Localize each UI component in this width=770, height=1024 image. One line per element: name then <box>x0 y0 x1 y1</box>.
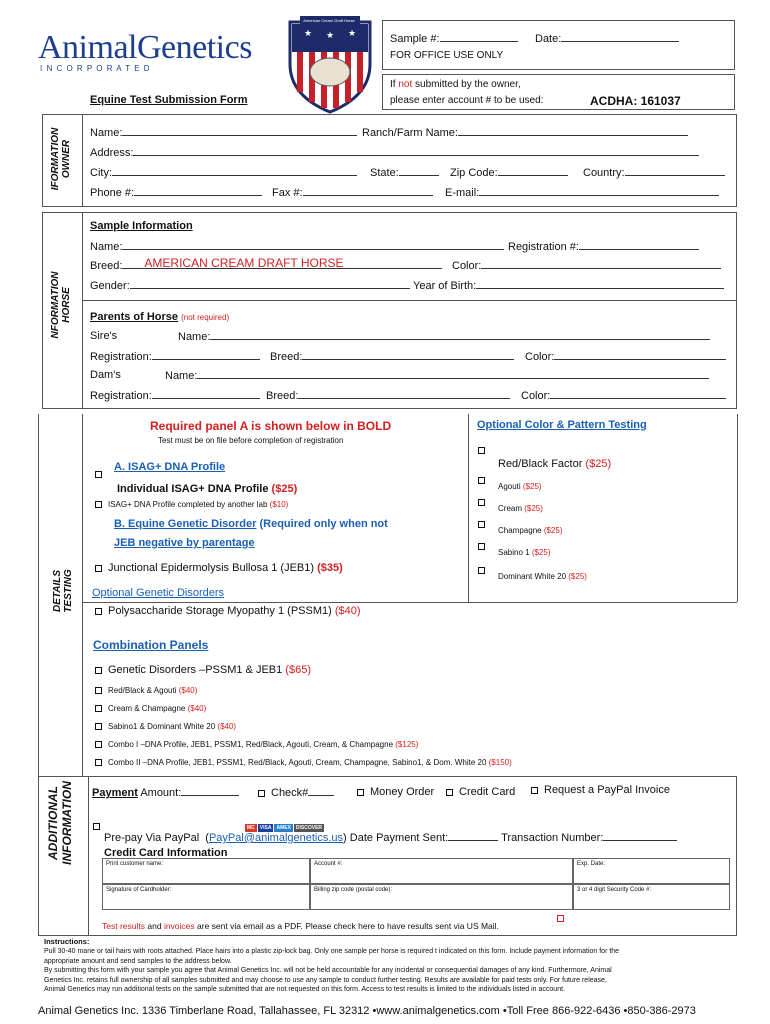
money-order-option[interactable]: Money Order <box>357 786 434 798</box>
crest-emblem <box>282 14 378 114</box>
payment-section-label: ADDITIONAL INFORMATION <box>46 781 74 865</box>
dam-registration-field[interactable]: Registration: <box>90 389 260 402</box>
svg-text:★: ★ <box>326 30 335 40</box>
combo-label: Sabino1 & Dominant White 20 <box>108 722 218 731</box>
color-test-checkbox[interactable] <box>478 518 491 530</box>
payment-amount-field[interactable] <box>181 786 239 796</box>
instruction-line: Genetics Inc. retains full ownership of all samples submitted and may choose to use any sample to conduct further testing. Results are available for paid tests only. For future release, <box>44 976 607 984</box>
office-use-label: FOR OFFICE USE ONLY <box>390 50 504 61</box>
combo-label: Cream & Champagne <box>108 704 188 713</box>
color-test-label: Champagne <box>498 526 544 535</box>
combo-price: ($125) <box>395 740 419 749</box>
combo-label: Red/Black & Agouti <box>108 686 179 695</box>
panel-b-subtitle: JEB negative by parentage <box>114 537 255 549</box>
checkbox[interactable] <box>478 477 485 484</box>
zip-field[interactable]: Zip Code: <box>450 166 568 179</box>
horse-name-field[interactable]: Name: <box>90 240 504 253</box>
year-of-birth-field[interactable]: Year of Birth: <box>413 279 724 292</box>
office-use-box <box>382 20 735 70</box>
color-test-price: ($25) <box>524 504 543 513</box>
sample-info-title: Sample Information <box>90 220 193 232</box>
fax-field[interactable]: Fax #: <box>272 186 433 199</box>
color-test-option[interactable] <box>498 572 587 581</box>
combo-price: ($150) <box>488 758 512 767</box>
color-test-price: ($25) <box>543 526 563 535</box>
combo-option[interactable] <box>95 758 512 767</box>
color-test-price: ($25) <box>585 458 612 470</box>
owner-note-line2: please enter account # to be used: <box>390 95 544 106</box>
optional-disorders-title: Optional Genetic Disorders <box>92 587 225 599</box>
cc-account-cell[interactable]: Account #: <box>310 858 573 884</box>
crest-banner: American Cream Draft Horse <box>303 18 355 23</box>
combo-label: Combo II –DNA Profile, JEB1, PSSM1, Red/Black, Agouti, Cream, Champagne, Sabino1, & Dom. White 20 <box>108 758 489 767</box>
red-black-checkbox[interactable] <box>478 444 491 456</box>
card-logo: AMEX <box>276 825 291 831</box>
color-test-checkbox[interactable] <box>478 540 491 552</box>
combo-option[interactable] <box>95 686 197 695</box>
transaction-number-field[interactable] <box>603 831 677 841</box>
checkbox[interactable] <box>478 543 485 550</box>
sire-color-field[interactable]: Color: <box>525 350 726 363</box>
instruction-line: appropriate amount and send samples to the address below. <box>44 957 232 965</box>
another-lab-option[interactable]: ISAG+ DNA Profile completed by another lab ($10) <box>95 500 288 509</box>
cc-security-cell[interactable]: 3 or 4 digit Security Code #: <box>573 884 730 910</box>
instructions-title: Instructions: <box>44 937 90 946</box>
combo-label: Combo I –DNA Profile, JEB1, PSSM1, Red/Black, Agouti, Cream, & Champagne <box>108 740 396 749</box>
combo-option[interactable] <box>95 740 418 749</box>
checkbox[interactable] <box>95 667 102 674</box>
owner-note: If not submitted by the owner, <box>390 79 521 90</box>
horse-color-field[interactable]: Color: <box>452 259 721 272</box>
checkbox[interactable] <box>95 723 102 730</box>
paypal-email-link[interactable]: PayPal@animalgenetics.us <box>208 832 344 844</box>
color-test-price: ($25) <box>568 572 587 581</box>
color-test-label: Dominant White 20 <box>498 572 569 581</box>
credit-card-info-title: Credit Card Information <box>104 847 228 859</box>
account-number: ACDHA: 161037 <box>590 94 681 108</box>
combo-price: ($40) <box>178 686 198 695</box>
color-test-option[interactable] <box>498 526 563 535</box>
checkbox[interactable] <box>95 687 102 694</box>
owner-section-label: IFORMATION OWNER <box>50 127 72 191</box>
color-test-label: Cream <box>498 504 525 513</box>
testing-section-label: DETAILS TESTING <box>52 569 74 613</box>
color-test-option[interactable] <box>498 482 542 491</box>
combo-price: ($65) <box>285 664 311 676</box>
results-note: Test results and invoices are sent via email as a PDF. Please check here to have results sent via US Mail. <box>102 921 499 931</box>
checkbox[interactable] <box>478 499 485 506</box>
cc-signature-cell[interactable]: Signature of Cardholder: <box>102 884 310 910</box>
sire-name-field[interactable]: Name: <box>178 330 710 343</box>
city-field[interactable]: City: <box>90 166 357 179</box>
owner-name-field[interactable]: Name: <box>90 126 357 139</box>
sire-label: Sire's <box>90 330 118 342</box>
address-field[interactable]: Address: <box>90 146 699 159</box>
combo-option[interactable] <box>95 722 236 731</box>
combo-price: ($40) <box>187 704 207 713</box>
logo-subtitle: I N C O R P O R A T E D <box>40 64 151 73</box>
cc-name-cell[interactable]: Print customer name: <box>102 858 310 884</box>
cc-exp-cell[interactable]: Exp. Date: <box>573 858 730 884</box>
combo-price: ($40) <box>217 722 237 731</box>
combo-option[interactable] <box>95 664 311 676</box>
individual-dna-checkbox[interactable] <box>95 468 108 480</box>
card-logo: MC <box>247 825 255 831</box>
svg-text:★: ★ <box>348 28 357 38</box>
instruction-line: By submitting this form with your sample you agree that Animal Genetics Inc. will not be held accountable for any incidental or consequential damages of any kind. Furthermore, Animal <box>44 967 612 974</box>
card-logo: DISCOVER <box>295 825 323 831</box>
dam-breed-field[interactable]: Breed: <box>266 389 510 402</box>
sire-registration-field[interactable]: Registration: <box>90 350 260 363</box>
card-logo: VISA <box>259 825 272 831</box>
dam-color-field[interactable]: Color: <box>521 389 726 402</box>
color-test-checkbox[interactable] <box>478 564 491 576</box>
individual-dna-label: Individual ISAG+ DNA Profile ($25) <box>117 483 298 495</box>
optional-color-title: Optional Color & Pattern Testing <box>477 419 647 431</box>
state-field[interactable]: State: <box>370 166 439 179</box>
checkbox[interactable] <box>95 759 102 766</box>
color-test-option[interactable] <box>498 504 543 513</box>
checkbox[interactable] <box>95 741 102 748</box>
instruction-line: Pull 30-40 mane or tail hairs with roots attached. Place hairs into a plastic zip-lock bag. Only one sample per horse is required t indicated on this form. Include payment information for the <box>44 948 620 955</box>
payment-title: Payment <box>92 787 138 799</box>
color-test-label: Sabino 1 <box>498 548 532 557</box>
us-mail-checkbox[interactable] <box>557 912 570 924</box>
logo-wordmark: AnimalGenetics <box>38 29 252 66</box>
form-title: Equine Test Submission Form <box>90 94 248 106</box>
svg-text:★: ★ <box>304 28 313 38</box>
instruction-line: Animal Genetics may run additional tests on the sample submitted that are not requested on this form. Access to test results is limited to the individuals listed in account. <box>44 986 565 993</box>
paypal-invoice-option[interactable]: Request a PayPal Invoice <box>531 784 670 796</box>
check-option[interactable]: Check# <box>258 786 334 799</box>
company-logo <box>38 30 252 73</box>
required-panel-title: Required panel A is shown below in BOLD <box>150 419 392 433</box>
checkbox[interactable] <box>95 705 102 712</box>
breed-value: AMERICAN CREAM DRAFT HORSE <box>144 256 344 270</box>
country-field[interactable]: Country: <box>583 166 725 179</box>
cc-zip-cell[interactable]: Billing zip code (postal code): <box>310 884 573 910</box>
ranch-name-field[interactable]: Ranch/Farm Name: <box>362 126 688 139</box>
pssm-option[interactable]: Polysaccharide Storage Myopathy 1 (PSSM1) ($40) <box>95 605 361 617</box>
phone-field[interactable]: Phone #: <box>90 186 262 199</box>
dam-name-field[interactable]: Name: <box>165 369 709 382</box>
combo-option[interactable] <box>95 704 206 713</box>
email-field[interactable]: E-mail: <box>445 186 719 199</box>
prepay-row: Pre-pay Via PayPal (PayPal@animalgenetics.us) Date Payment Sent: Transaction Number: <box>104 831 677 844</box>
registration-field[interactable]: Registration #: <box>508 240 699 253</box>
color-test-price: ($25) <box>531 548 551 557</box>
checkbox[interactable] <box>478 521 485 528</box>
panel-b-title: B. Equine Genetic Disorder (Required only when not <box>114 518 388 530</box>
horse-section-label: NFORMATION HORSE <box>50 271 72 339</box>
footer-address: Animal Genetics Inc. 1336 Timberlane Road, Tallahassee, FL 32312 •www.animalgenetics.com •Toll Free 866-922-6436 •850-386-2973 <box>38 1005 696 1017</box>
payment-row: Payment Amount: <box>92 786 239 799</box>
color-test-checkbox[interactable] <box>478 496 491 508</box>
credit-card-option[interactable]: Credit Card <box>446 786 515 798</box>
combination-panels-title: Combination Panels <box>93 638 209 652</box>
date-sent-field[interactable] <box>448 831 498 841</box>
checkbox[interactable] <box>478 567 485 574</box>
sire-breed-field[interactable]: Breed: <box>270 350 514 363</box>
color-test-option[interactable] <box>498 548 551 557</box>
color-test-label: Agouti <box>498 482 523 491</box>
color-test-option[interactable] <box>498 458 611 470</box>
date-field[interactable]: Date: <box>535 32 679 45</box>
panel-a-title: A. ISAG+ DNA Profile <box>114 461 226 473</box>
combo-label: Genetic Disorders –PSSM1 & JEB1 <box>108 664 286 676</box>
color-test-label: Red/Black Factor <box>498 458 586 470</box>
dam-label: Dam's <box>90 369 121 381</box>
required-panel-note: Test must be on file before completion of registration <box>158 436 344 445</box>
jeb-option[interactable]: Junctional Epidermolysis Bullosa 1 (JEB1) ($35) <box>95 562 343 574</box>
gender-field[interactable]: Gender: <box>90 279 410 292</box>
breed-field[interactable]: Breed: AMERICAN CREAM DRAFT HORSE <box>90 259 442 272</box>
color-test-checkbox[interactable] <box>478 474 491 486</box>
parents-title: Parents of Horse (not required) <box>90 311 230 323</box>
sample-number-field[interactable]: Sample #: <box>390 32 518 45</box>
color-test-price: ($25) <box>522 482 542 491</box>
